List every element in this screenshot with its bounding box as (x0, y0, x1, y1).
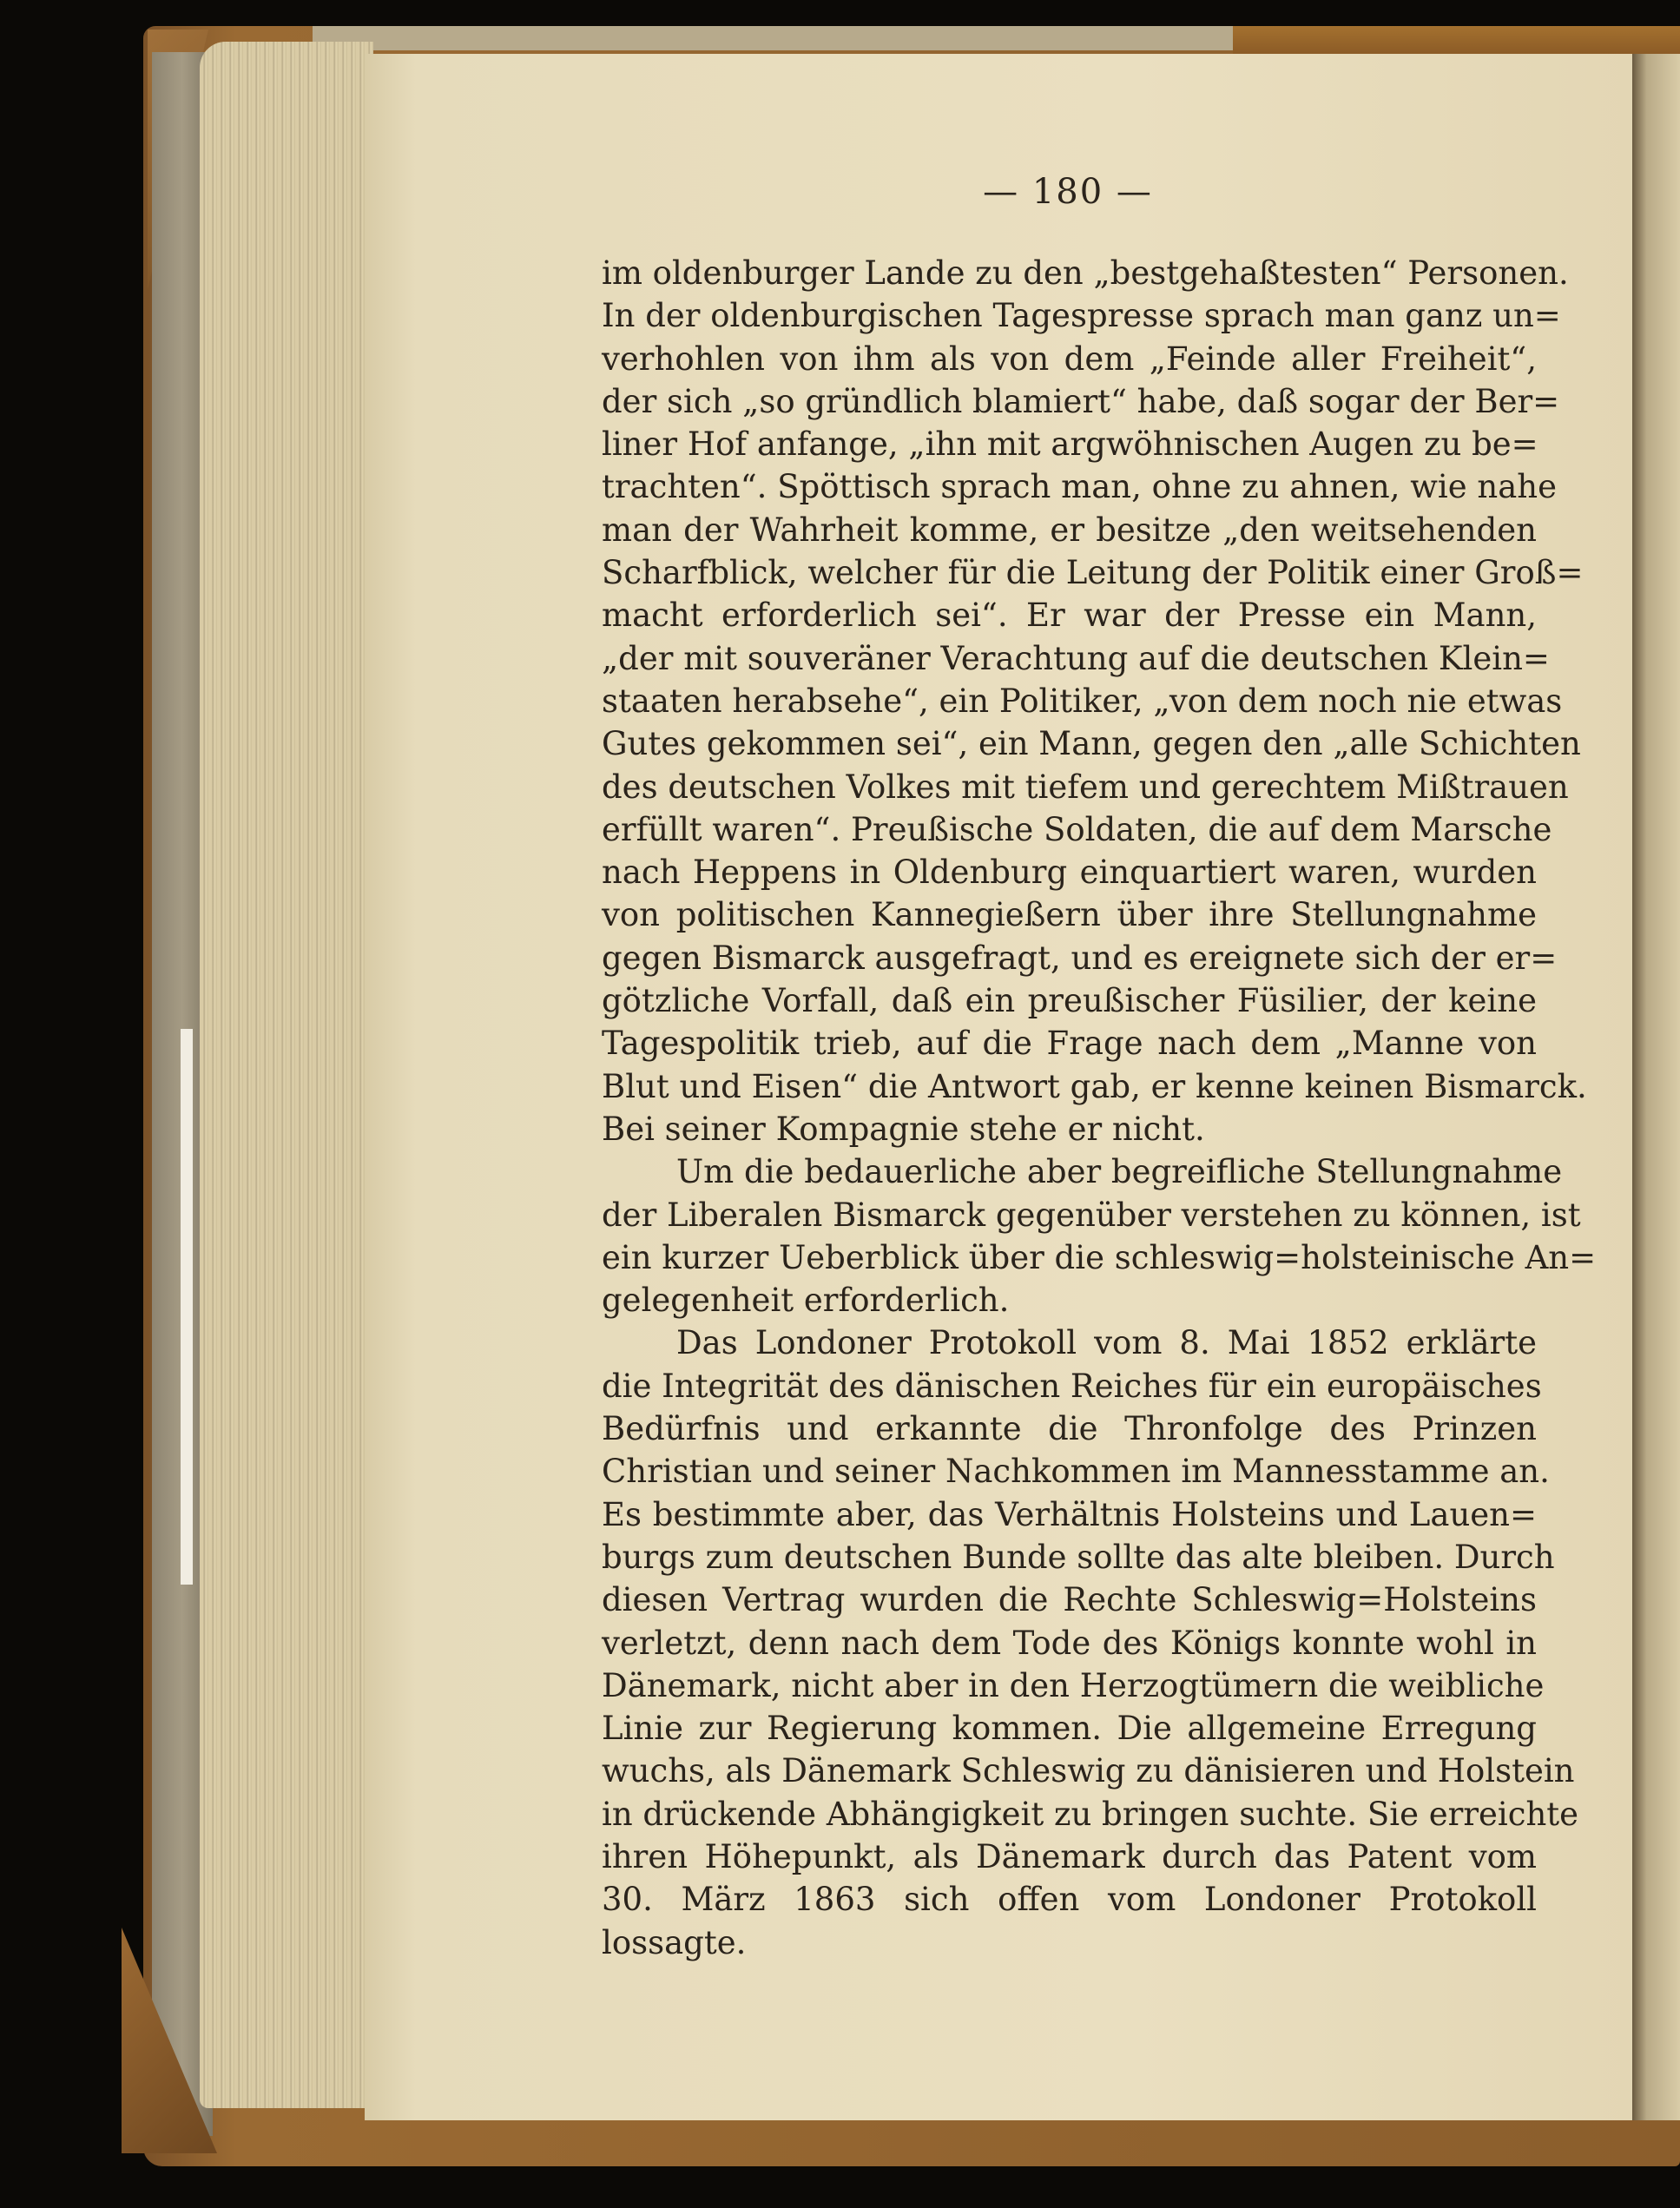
body-text (602, 252, 1597, 1964)
book-gutter (1632, 54, 1680, 2120)
text-line: gelegenheit erforderlich. (602, 1282, 1010, 1320)
text-line: verhohlen von ihm als von dem „Feinde aller Freiheit“, (602, 339, 1537, 378)
text-line: Scharfblick, welcher für die Leitung der Politik einer Groß= (602, 554, 1584, 592)
text-line: nach Heppens in Oldenburg einquartiert waren, wurden (602, 854, 1537, 892)
text-line: Bedürfnis und erkannte die Thronfolge des Prinzen (602, 1410, 1537, 1448)
text-line: „der mit souveräner Verachtung auf die deutschen Klein= (602, 639, 1550, 677)
paragraph (602, 1322, 1579, 1963)
page-number: — 180 — (983, 172, 1153, 212)
text-line: man der Wahrheit komme, er besitze „den weitsehenden (602, 511, 1537, 549)
text-line: im oldenburger Lande zu den „bestgehaßtesten“ Personen. (602, 254, 1569, 292)
text-line: die Integrität des dänischen Reiches für ein europäisches (602, 1367, 1542, 1405)
cover-top-edge (313, 26, 1233, 50)
text-line: staaten herabsehe“, ein Politiker, „von dem noch nie etwas (602, 682, 1563, 720)
bookmark-strip (181, 1029, 193, 1585)
text-line: Das Londoner Protokoll vom 8. Mai 1852 erklärte (676, 1324, 1537, 1362)
text-line: verletzt, denn nach dem Tode des Königs konnte wohl in (602, 1624, 1537, 1662)
text-line: liner Hof anfange, „ihn mit argwöhnischen Augen zu be= (602, 425, 1538, 464)
text-line: gegen Bismarck ausgefragt, und es ereignete sich der er= (602, 939, 1558, 977)
text-line: 30. März 1863 sich offen vom Londoner Protokoll (602, 1881, 1537, 1919)
text-line: Christian und seiner Nachkommen im Mannesstamme an. (602, 1453, 1550, 1491)
cover-top-right-edge (1233, 26, 1680, 56)
text-line: ihren Höhepunkt, als Dänemark durch das Patent vom (602, 1837, 1537, 1875)
paragraph (602, 252, 1587, 1150)
text-line: der Liberalen Bismarck gegenüber verstehen zu können, ist (602, 1196, 1581, 1234)
text-line: Um die bedauerliche aber begreifliche Stellungnahme (676, 1153, 1563, 1191)
text-line: in drückende Abhängigkeit zu bringen suchte. Sie erreichte (602, 1795, 1579, 1833)
text-line: trachten“. Spöttisch sprach man, ohne zu ahnen, wie nahe (602, 468, 1558, 506)
text-line: Gutes gekommen sei“, ein Mann, gegen den „alle Schichten (602, 725, 1581, 763)
text-line: Bei seiner Kompagnie stehe er nicht. (602, 1110, 1205, 1148)
text-line: wuchs, als Dänemark Schleswig zu dänisieren und Holstein (602, 1752, 1575, 1790)
text-line: der sich „so gründlich blamiert“ habe, daß sogar der Ber= (602, 382, 1560, 420)
text-line: Es bestimmte aber, das Verhältnis Holsteins und Lauen= (602, 1495, 1537, 1533)
text-line: macht erforderlich sei“. Er war der Presse ein Mann, (602, 596, 1537, 635)
text-line: Blut und Eisen“ die Antwort gab, er kenne keinen Bismarck. (602, 1067, 1587, 1105)
text-line: ein kurzer Ueberblick über die schleswig=holsteinische An= (602, 1238, 1597, 1276)
text-line: lossagte. (602, 1923, 747, 1961)
text-line: erfüllt waren“. Preußische Soldaten, die auf dem Marsche (602, 810, 1552, 848)
text-line: götzliche Vorfall, daß ein preußischer Füsilier, der keine (602, 982, 1537, 1020)
page-edges (200, 42, 373, 2108)
text-line: des deutschen Volkes mit tiefem und gerechtem Mißtrauen (602, 768, 1569, 806)
text-line: burgs zum deutschen Bunde sollte das alte bleiben. Durch (602, 1538, 1555, 1576)
text-line: Linie zur Regierung kommen. Die allgemeine Erregung (602, 1710, 1537, 1748)
text-line: diesen Vertrag wurden die Rechte Schleswig=Holsteins (602, 1581, 1537, 1619)
text-line: In der oldenburgischen Tagespresse sprach man ganz un= (602, 297, 1561, 335)
text-line: Dänemark, nicht aber in den Herzogtümern die weibliche (602, 1666, 1545, 1704)
paragraph (602, 1150, 1597, 1322)
text-line: von politischen Kannegießern über ihre Stellungnahme (602, 896, 1537, 934)
text-line: Tagespolitik trieb, auf die Frage nach dem „Manne von (602, 1025, 1537, 1063)
